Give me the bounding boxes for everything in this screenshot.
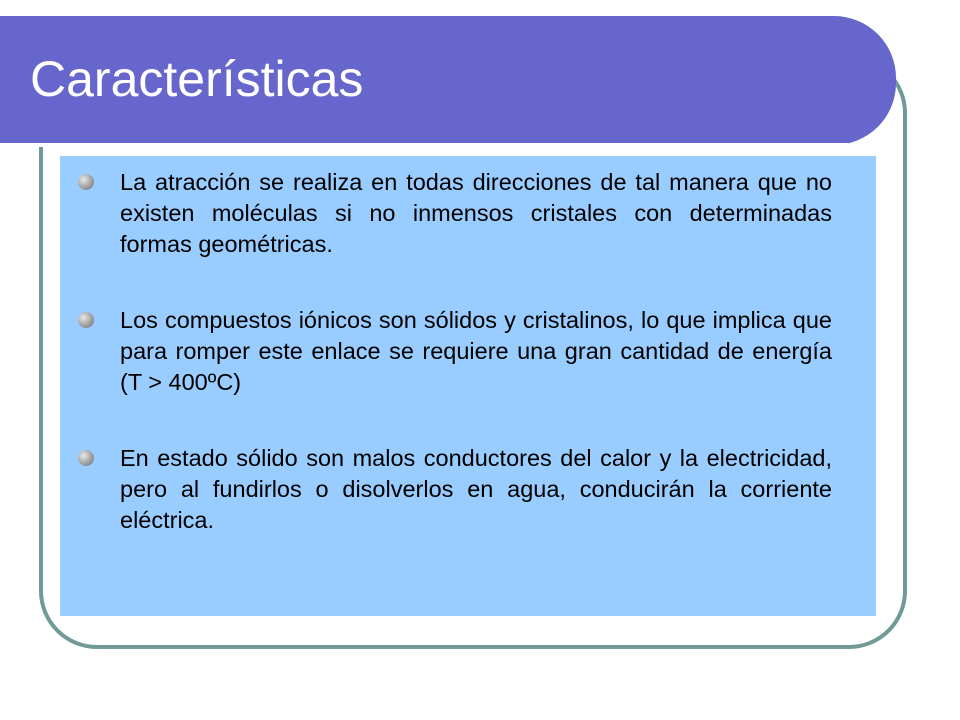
title-bar (0, 16, 896, 145)
slide-title: Características (30, 51, 364, 107)
bullet-list (120, 167, 832, 536)
title-underline (0, 143, 848, 147)
bullet-item (120, 305, 832, 398)
bullet-item (120, 167, 832, 260)
bullet-dot-icon (78, 312, 94, 328)
bullet-text: La atracción se realiza en todas direcciones de tal manera que no existen moléculas si no inmensos cristales con determinadas formas geométricas. (120, 169, 832, 257)
bullet-text: Los compuestos iónicos son sólidos y cristalinos, lo que implica que para romper este enlace se requiere una gran cantidad de energía (T > 400ºC) (120, 307, 832, 395)
content-box (60, 156, 876, 616)
bullet-text: En estado sólido son malos conductores del calor y la electricidad, pero al fundirlos o disolverlos en agua, conducirán la corriente eléctrica. (120, 445, 832, 533)
bullet-dot-icon (78, 450, 94, 466)
bullet-item (120, 443, 832, 536)
bullet-dot-icon (78, 174, 94, 190)
